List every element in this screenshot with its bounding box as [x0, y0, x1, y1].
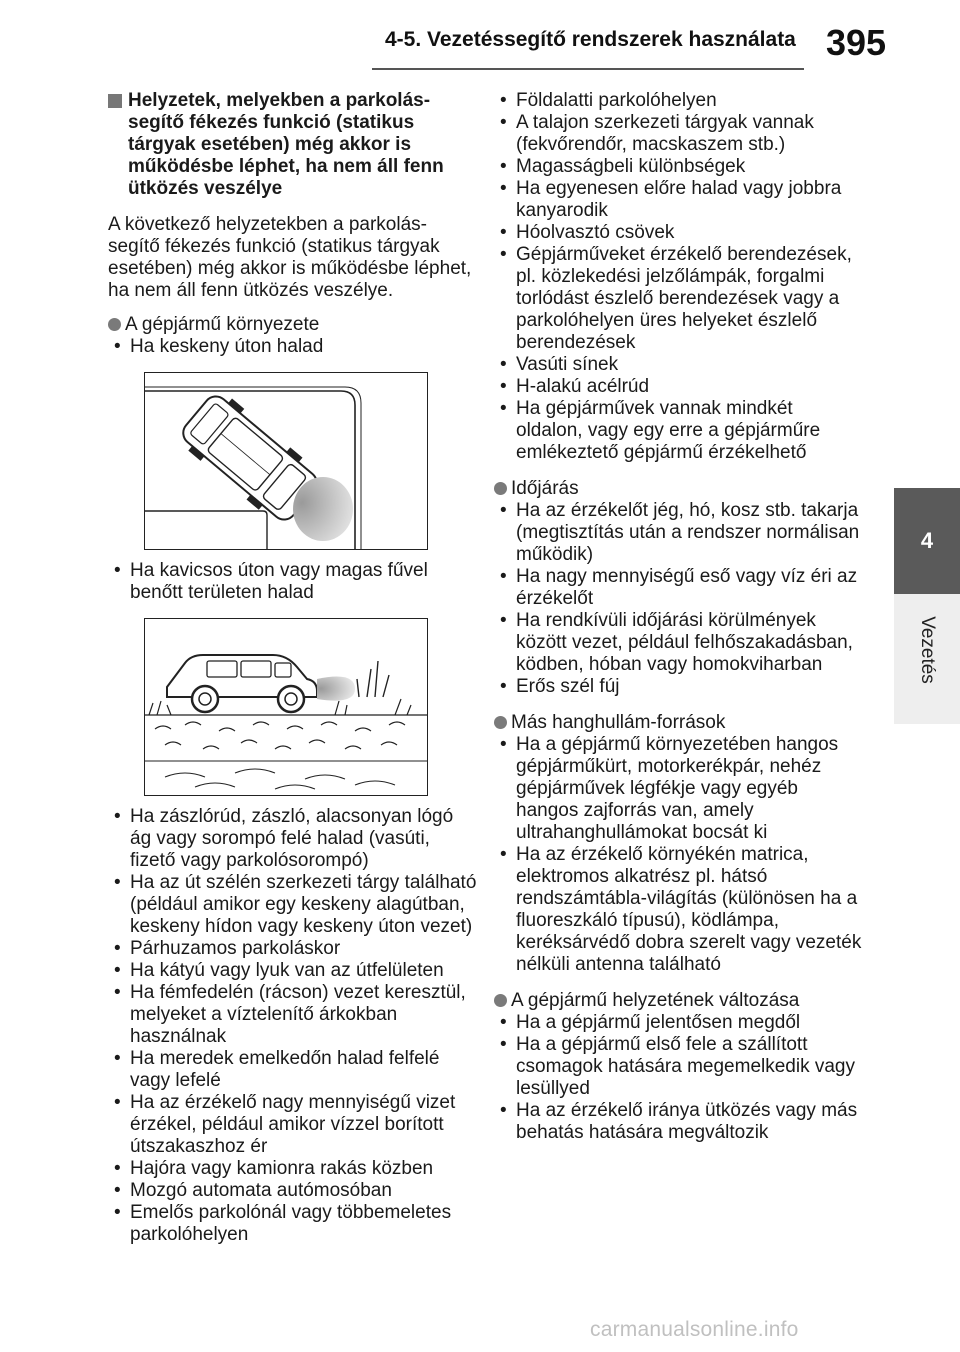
list-item: • Ha a gépjármű első fele a szállított csomagok hatására megemelkedik vagy lesüllyed [494, 1034, 864, 1100]
bullet-list [108, 806, 478, 1246]
list-item: • Magasságbeli különbségek [494, 156, 864, 178]
list-item: • Ha az út szélén szerkezeti tárgy található (például amikor egy keskeny alagútban, keskeny hídon vagy keskeny úton vezet) [108, 872, 478, 938]
list-item: • Gépjárműveket érzékelő berendezések, pl. közlekedési jelzőlámpák, forgalmi torlódást észlelő berendezések vagy a parkolóhelyen üres helyeket észlelő berendezések [494, 244, 864, 354]
page-number: 395 [826, 22, 887, 63]
gravel-road-illustration [144, 618, 428, 796]
bullet-list [108, 336, 478, 358]
list-item: • Párhuzamos parkoláskor [108, 938, 478, 960]
circle-bullet-icon [494, 716, 507, 729]
list-item: • Hóolvasztó csövek [494, 222, 864, 244]
list-item: • Ha egyenesen előre halad vagy jobbra kanyarodik [494, 178, 864, 222]
car-on-grass-image [145, 619, 427, 795]
square-bullet-icon [108, 94, 122, 108]
section-title: Helyzetek, melyekben a parkolás-segítő fékezés funkció (statikus tárgyak esetében) még akkor is működésbe léphet, ha nem áll fenn ütközés veszélye [128, 90, 444, 199]
category-title: Időjárás [511, 478, 579, 499]
list-item: • Ha az érzékelő nagy mennyiségű vizet érzékel, például amikor vízzel borított útszakaszhoz ér [108, 1092, 478, 1158]
list-item: • Vasúti sínek [494, 354, 864, 376]
list-item: • Ha az érzékelő iránya ütközés vagy más behatás hatására megváltozik [494, 1100, 864, 1144]
list-item: • Ha gépjárművek vannak mindkét oldalon, vagy egy erre a gépjárműre emlékeztető gépjármű érzékelhető [494, 398, 864, 464]
list-item: • Ha keskeny úton halad [108, 336, 478, 358]
bullet-list [108, 560, 478, 604]
list-item: • Földalatti parkolóhelyen [494, 90, 864, 112]
list-item: • A talajon szerkezeti tárgyak vannak (fekvőrendőr, macskaszem stb.) [494, 112, 864, 156]
list-item: • Ha a gépjármű jelentősen megdől [494, 1012, 864, 1034]
list-item: • Ha az érzékelő környékén matrica, elektromos alkatrész pl. hátsó rendszámtábla-világítás (különösen ha a fluoreszkáló típusú), ködlámpa, keréksárvédő dobra szerelt vagy vezeték nélküli antenna található [494, 844, 864, 976]
list-item: • Ha zászlórúd, zászló, alacsonyan lógó ág vagy sorompó felé halad (vasúti, fizető vagy parkolósorompó) [108, 806, 478, 872]
list-item: • Ha nagy mennyiségű eső vagy víz éri az érzékelőt [494, 566, 864, 610]
list-item: • Ha kátyú vagy lyuk van az útfelületen [108, 960, 478, 982]
list-item: • Ha rendkívüli időjárási körülmények között vezet, például felhőszakadásban, ködben, hóban vagy homokviharban [494, 610, 864, 676]
bullet-list [494, 1012, 864, 1144]
car-turning-corner-image [145, 373, 427, 549]
chapter-number: 4 [920, 528, 934, 553]
bullet-list [494, 500, 864, 698]
list-item: • Hajóra vagy kamionra rakás közben [108, 1158, 478, 1180]
left-column [108, 90, 478, 1246]
list-item: • Ha a gépjármű környezetében hangos gépjárműkürt, motorkerékpár, nehéz gépjárművek légfékje vagy egyéb hangos zajforrás van, amely ultrahanghullámokat bocsát ki [494, 734, 864, 844]
right-column [494, 90, 864, 1144]
list-item: • Ha fémfedelén (rácson) vezet keresztül, melyeket a víztelenítő árkokban használnak [108, 982, 478, 1048]
list-item: • Ha az érzékelőt jég, hó, kosz stb. takarja (megtisztítás után a rendszer normálisan működik) [494, 500, 864, 566]
bullet-list [494, 734, 864, 976]
category-title: Más hanghullám-források [511, 712, 726, 733]
running-header: 4-5. Vezetéssegítő rendszerek használata [385, 28, 796, 51]
category-heading [108, 314, 478, 336]
chapter-tab[interactable] [894, 488, 960, 594]
narrow-road-illustration [144, 372, 428, 550]
category-heading [494, 990, 864, 1012]
category-heading [494, 712, 864, 734]
list-item: • Mozgó automata autómosóban [108, 1180, 478, 1202]
list-item: • H-alakú acélrúd [494, 376, 864, 398]
circle-bullet-icon [108, 318, 121, 331]
circle-bullet-icon [494, 482, 507, 495]
list-item: • Emelős parkolónál vagy többemeletes parkolóhelyen [108, 1202, 478, 1246]
category-title: A gépjármű helyzetének változása [511, 990, 800, 1011]
section-intro: A következő helyzetekben a parkolás-segítő fékezés funkció (statikus tárgyak esetében) még akkor is működésbe léphet, ha nem áll fenn ütközés veszélye. [108, 214, 472, 301]
list-item: • Ha meredek emelkedőn halad felfelé vagy lefelé [108, 1048, 478, 1092]
category-heading [494, 478, 864, 500]
header-rule [372, 68, 804, 70]
chapter-label: Vezetés [917, 616, 938, 684]
bullet-list [494, 90, 864, 464]
list-item: • Erős szél fúj [494, 676, 864, 698]
list-item: • Ha kavicsos úton vagy magas fűvel benőtt területen halad [108, 560, 478, 604]
category-title: A gépjármű környezete [125, 314, 320, 335]
section-heading [108, 90, 478, 200]
circle-bullet-icon [494, 994, 507, 1007]
watermark-link[interactable]: carmanualsonline.info [590, 1318, 799, 1341]
